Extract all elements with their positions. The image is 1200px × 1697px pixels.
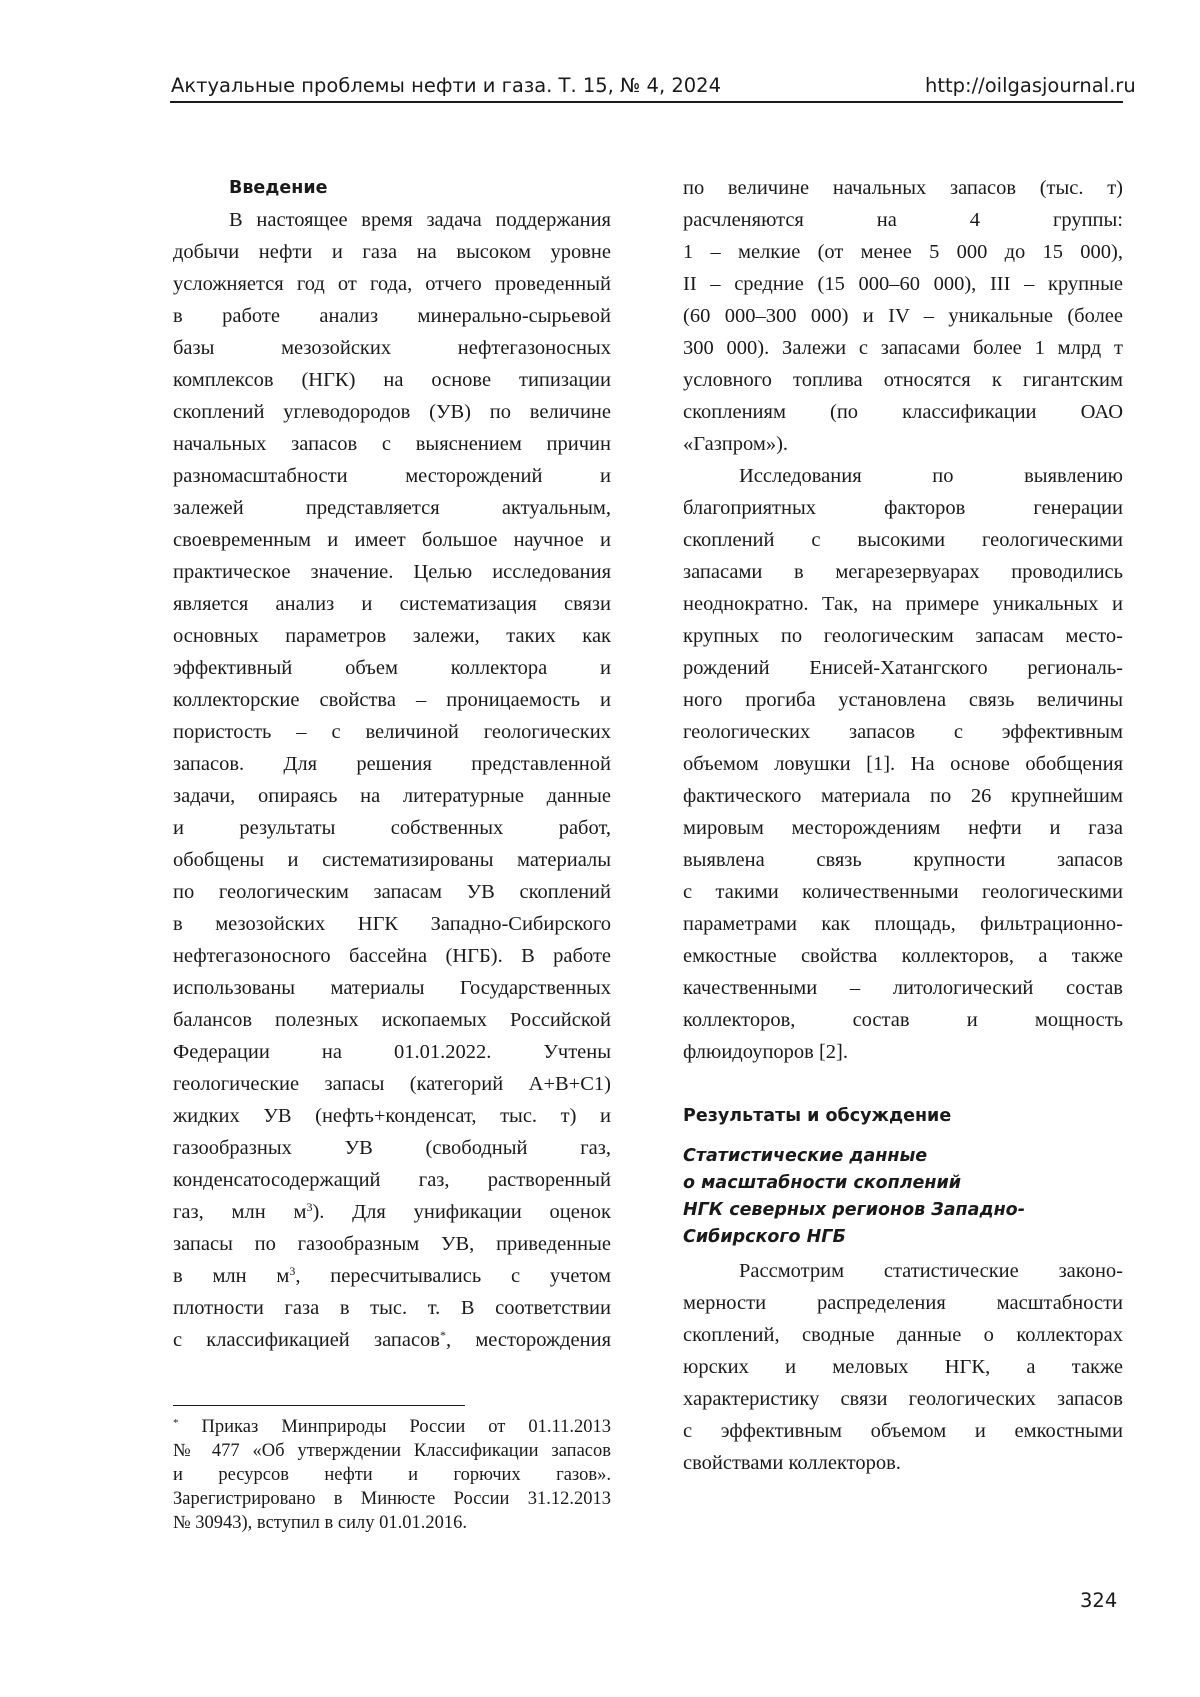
text-line: благоприятных факторов генерации [683,497,1123,519]
text-line: скоплений с высокими геологическими [683,529,1123,551]
footnote-line: Зарегистрировано в Минюсте России 31.12.2013 [173,1489,611,1509]
subsection-heading-line: Статистические данные [683,1146,928,1166]
text-line: геологические запасы (категорий А+В+С1) [173,1073,611,1095]
text-line: по геологическим запасам УВ скоплений [173,881,611,903]
subsection-heading-line: Сибирского НГБ [683,1227,846,1247]
text-line: качественными – литологический состав [683,977,1123,999]
text-line: флюидоупоров [2]. [683,1041,848,1063]
text-line: пористость – с величиной геологических [173,721,611,743]
text-line: в работе анализ минерально-сырьевой [173,305,611,327]
spacer [683,1068,1123,1100]
text-line: рождений Енисей-Хатангского региональ- [683,657,1123,679]
subsection-heading-line: НГК северных регионов Западно- [683,1200,1025,1220]
text-line: эффективный объем коллектора и [173,657,611,679]
text-line: нефтегазоносного бассейна (НГБ). В работе [173,945,611,967]
text-line: свойствами коллекторов. [683,1452,901,1474]
text-line: конденсатосодержащий газ, растворенный [173,1169,611,1191]
header-rule [170,101,1123,103]
text-line: основных параметров залежи, таких как [173,625,611,647]
text-line: фактического материала по 26 крупнейшим [683,785,1123,807]
text-line: жидких УВ (нефть+конденсат, тыс. т) и [173,1105,611,1127]
text-segment: газ, млн м [173,1201,307,1223]
text-line: в мезозойских НГК Западно-Сибирского [173,913,611,935]
text-segment: , пересчитывались с учетом [295,1265,612,1287]
superscript: 3 [289,1264,296,1278]
text-segment: с классификацией запасов [173,1329,440,1351]
text-segment: в млн м [173,1265,290,1287]
text-line: плотности газа в тыс. т. В соответствии [173,1297,611,1319]
text-line: 300 000). Залежи с запасами более 1 млрд т [683,337,1123,359]
text-line: с эффективным объемом и емкостными [683,1420,1123,1442]
text-line: усложняется год от года, отчего проведенный [173,273,611,295]
text-line: по величине начальных запасов (тыс. т) [683,177,1123,199]
journal-url: http://oilgasjournal.ru [925,74,1136,97]
text-line: является анализ и систематизация связи [173,593,611,615]
footnote-line: и ресурсов нефти и горючих газов». [173,1465,611,1485]
left-column [173,172,611,1356]
text-line: с такими количественными геологическими [683,881,1123,903]
section-heading-results: Результаты и обсуждение [683,1106,952,1126]
text-line: 1 – мелкие (от менее 5 000 до 15 000), [683,241,1123,263]
footnote-rule [173,1405,465,1406]
text-segment: ). Для унификации оценок [312,1201,611,1223]
text-line: базы мезозойских нефтегазоносных [173,337,611,359]
text-line: расчленяются на 4 группы: [683,209,1123,231]
footnote-line: № 477 «Об утверждении Классификации запасов [173,1441,611,1461]
text-line: мерности распределения масштабности [683,1292,1123,1314]
text-segment: Приказ Минприроды России от 01.11.2013 [178,1417,611,1437]
text-line: использованы материалы Государственных [173,977,611,999]
text-line: объемом ловушки [1]. На основе обобщения [683,753,1123,775]
text-line: запасами в мегарезервуарах проводились [683,561,1123,583]
text-line: добычи нефти и газа на высоком уровне [173,241,611,263]
footnote-line [173,1415,611,1439]
text-line: и результаты собственных работ, [173,817,611,839]
text-line: условного топлива относятся к гигантским [683,369,1123,391]
footnote [173,1415,611,1535]
text-line: скоплениям (по классификации ОАО [683,401,1123,423]
text-line: выявлена связь крупности запасов [683,849,1123,871]
text-line: газообразных УВ (свободный газ, [173,1137,611,1159]
spacer [683,1132,1123,1143]
text-line: ного прогиба установлена связь величины [683,689,1123,711]
footnote-line: № 30943), вступил в силу 01.01.2016. [173,1513,467,1533]
footnote-mark: * [173,1417,179,1429]
text-line: задачи, опираясь на литературные данные [173,785,611,807]
text-line: обобщены и систематизированы материалы [173,849,611,871]
text-line: Федерации на 01.01.2022. Учтены [173,1041,611,1063]
text-line: разномасштабности месторождений и [173,465,611,487]
text-line [173,1260,611,1292]
text-line [173,1196,611,1228]
text-line: своевременным и имеет большое научное и [173,529,611,551]
text-line [173,1324,611,1356]
page-number: 324 [1080,1589,1118,1612]
text-line: крупных по геологическим запасам место- [683,625,1123,647]
text-line: запасов. Для решения представленной [173,753,611,775]
text-line: залежей представляется актуальным, [173,497,611,519]
text-line: практическое значение. Целью исследования [173,561,611,583]
text-line: юрских и меловых НГК, а также [683,1356,1123,1378]
text-line: Исследования по выявлению [739,465,1123,487]
text-line: «Газпром»). [683,433,789,455]
text-line: геологических запасов с эффективным [683,721,1123,743]
journal-header: Актуальные проблемы нефти и газа. Т. 15, № 4, 2024 [171,74,721,97]
text-line: параметрами как площадь, фильтрационно- [683,913,1123,935]
text-line: запасы по газообразным УВ, приведенные [173,1233,611,1255]
text-line: балансов полезных ископаемых Российской [173,1009,611,1031]
text-line: II – средние (15 000–60 000), III – крупные [683,273,1123,295]
text-line: коллекторские свойства – проницаемость и [173,689,611,711]
text-segment: , месторождения [446,1329,611,1351]
text-line: коллекторов, состав и мощность [683,1009,1123,1031]
superscript: 3 [306,1200,313,1214]
right-column [683,172,1123,1479]
subsection-heading-line: о масштабности скоплений [683,1173,962,1193]
section-heading-introduction: Введение [229,178,328,198]
text-line: мировым месторождениям нефти и газа [683,817,1123,839]
text-line: емкостные свойства коллекторов, а также [683,945,1123,967]
text-line: комплексов (НГК) на основе типизации [173,369,611,391]
text-line: (60 000–300 000) и IV – уникальные (более [683,305,1123,327]
text-line: Рассмотрим статистические законо- [739,1260,1123,1282]
text-line: характеристику связи геологических запасов [683,1388,1123,1410]
text-line: неоднократно. Так, на примере уникальных и [683,593,1123,615]
text-line: скоплений, сводные данные о коллекторах [683,1324,1123,1346]
footnote-marker: * [440,1328,446,1342]
text-line: скоплений углеводородов (УВ) по величине [173,401,611,423]
text-line: В настоящее время задача поддержания [229,209,611,231]
text-line: начальных запасов с выяснением причин [173,433,611,455]
